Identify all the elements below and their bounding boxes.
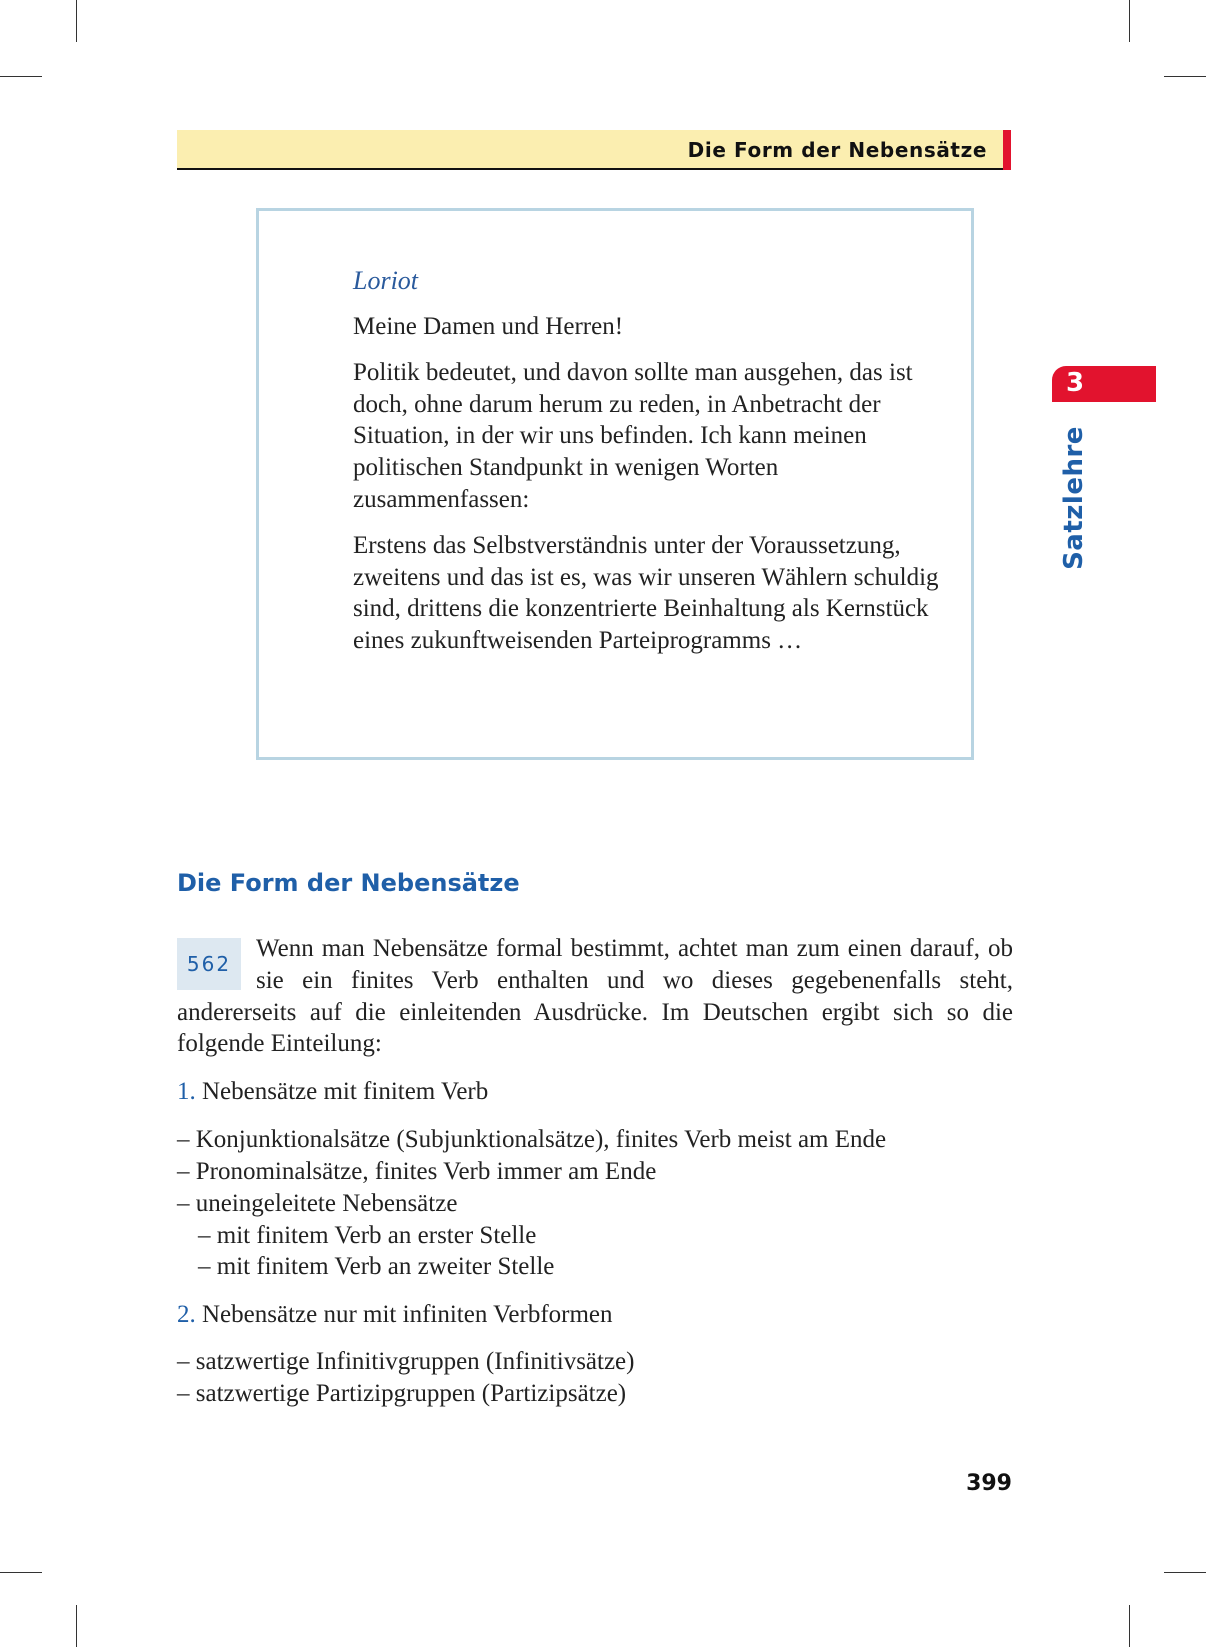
list-item: – satzwertige Infinitivgruppen (Infinitivsätze): [177, 1348, 635, 1375]
group-heading: [177, 1299, 613, 1331]
crop-mark: [1164, 76, 1206, 77]
crop-mark: [0, 1572, 42, 1573]
group-number: 2.: [177, 1301, 196, 1328]
intro-paragraph: Wenn man Nebensätze formal bestimmt, achtet man zum einen darauf, ob sie ein finites Verb enthalten und wo dieses gegebenenfalls steht, andererseits auf die einleitenden Ausdrücke. Im Deutschen ergibt sich so die folgende Einteilung:: [177, 935, 1013, 1058]
crop-mark: [1129, 1605, 1130, 1647]
running-header: [177, 130, 1003, 170]
list-item: – satzwertige Partizipgruppen (Partizipsätze): [177, 1380, 627, 1407]
crop-mark: [1129, 0, 1130, 42]
group-title: Nebensätze nur mit infiniten Verbformen: [202, 1301, 613, 1328]
paragraph-number-badge: 562: [177, 938, 241, 990]
list-item: – Konjunktionalsätze (Subjunktionalsätze), finites Verb meist am Ende: [177, 1126, 887, 1153]
group-number: 1.: [177, 1078, 196, 1105]
quote-paragraph: Meine Damen und Herren!: [353, 313, 624, 340]
list-subitem: – mit finitem Verb an erster Stelle: [198, 1222, 537, 1249]
page-number: 399: [966, 1471, 1012, 1496]
crop-mark: [76, 1605, 77, 1647]
running-header-title: Die Form der Nebensätze: [687, 138, 987, 162]
quote-box: [256, 208, 974, 760]
group-heading: [177, 1076, 488, 1108]
chapter-label: Satzlehre: [1059, 426, 1089, 570]
chapter-tab: [1052, 366, 1156, 402]
list-subitem: – mit finitem Verb an zweiter Stelle: [198, 1253, 555, 1280]
crop-mark: [1164, 1572, 1206, 1573]
crop-mark: [0, 76, 42, 77]
group-title: Nebensätze mit finitem Verb: [202, 1078, 489, 1105]
list-item: – Pronominalsätze, finites Verb immer am Ende: [177, 1158, 657, 1185]
list-item: – uneingeleitete Nebensätze: [177, 1190, 458, 1217]
header-accent: [1003, 130, 1011, 170]
section-heading: Die Form der Nebensätze: [177, 869, 520, 897]
quote-paragraph: Politik bedeutet, und davon sollte man ausgehen, das ist doch, ohne darum herum zu reden, in Anbetracht der Situation, in der wir uns befinden. Ich kann meinen politischen Standpunkt in wenigen Worten zusammenfassen:: [353, 358, 913, 513]
quote-paragraph: Erstens das Selbstverständnis unter der Voraussetzung, zweitens und das ist es, was wir unseren Wählern schuldig sind, drittens die konzentrierte Beinhaltung als Kernstück eines zukunftweisenden Parteiprogramms …: [353, 531, 939, 655]
crop-mark: [76, 0, 77, 42]
quote-content: [353, 265, 953, 671]
chapter-number: 3: [1066, 368, 1085, 398]
quote-author: Loriot: [353, 266, 419, 295]
